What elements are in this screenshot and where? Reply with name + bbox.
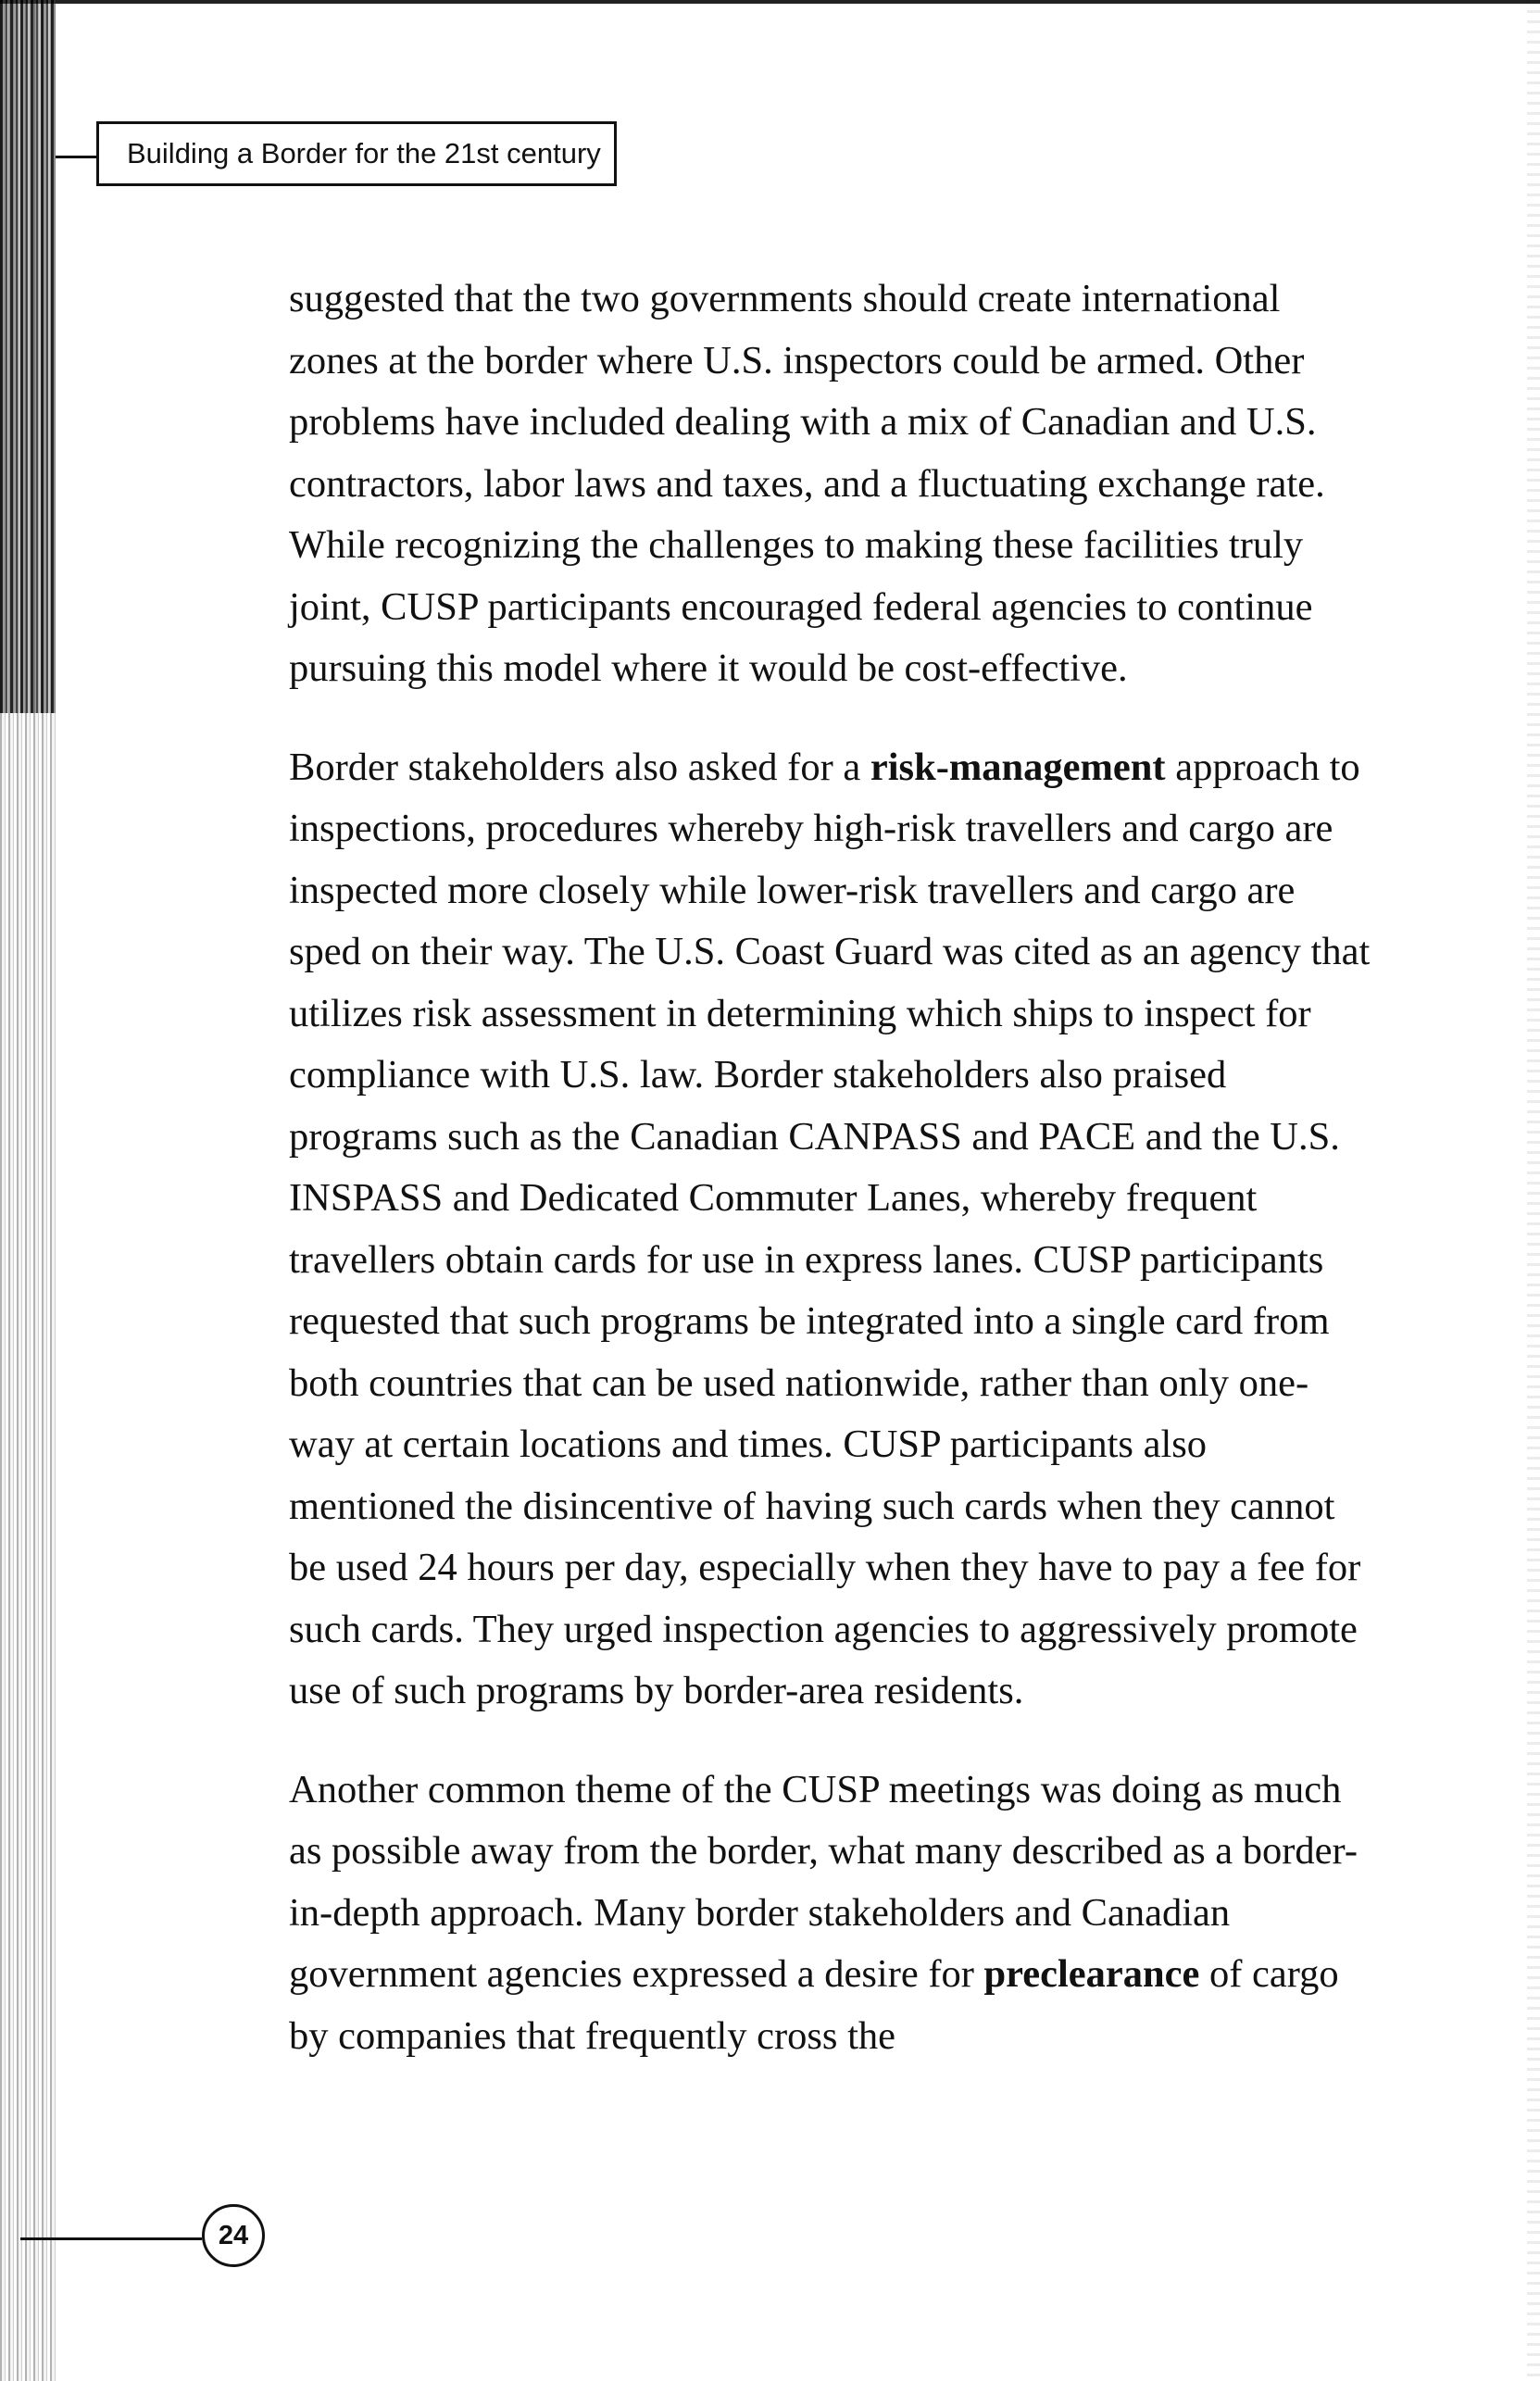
paragraph-3-text-start: Another common theme of the CUSP meetings was doing as much as possible away from the border, what many described as a border-in-depth approach. Many border stakeholders and Canadian government agencies expressed a desire for <box>289 1767 1358 1996</box>
scan-binding-shadow <box>0 0 56 713</box>
term-risk-management: risk-management <box>870 745 1166 789</box>
scan-right-edge <box>1527 0 1540 2381</box>
paragraph-3 <box>289 1760 1372 2068</box>
page-number: 24 <box>218 2220 249 2250</box>
page-number-badge <box>202 2204 265 2267</box>
paragraph-1 <box>289 269 1372 700</box>
paragraph-3-text-end: of cargo by companies that frequently cross the <box>289 1952 1339 2058</box>
paragraph-2-text-end: approach to inspections, procedures whereby high-risk travellers and cargo are inspected more closely while lower-risk travellers and cargo are sped on their way. The U.S. Coast Guard was cited as an agency that utilizes risk assessment in determining which ships to inspect for compliance with U.S. law. Border stakeholders also praised programs such as the Canadian CANPASS and PACE and the U.S. INSPASS and Dedicated Commuter Lanes, whereby frequent travellers obtain cards for use in express lanes. CUSP participants requested that such programs be integrated into a single card from both countries that can be used nationwide, rather than only one-way at certain locations and times. CUSP participants also mentioned the disincentive of having such cards when they cannot be used 24 hours per day, especially when they have to pay a fee for such cards. They urged inspection agencies to aggressively promote use of such programs by border-area residents. <box>289 745 1371 1712</box>
running-title: Building a Border for the 21st century <box>127 137 601 169</box>
term-preclearance: preclearance <box>983 1952 1200 1996</box>
top-edge-rule <box>0 0 1540 4</box>
header-rule <box>56 156 96 158</box>
paragraph-2-text-start: Border stakeholders also asked for a <box>289 745 870 789</box>
paragraph-1-text: suggested that the two governments should create international zones at the border where U.S. inspectors could be armed. Other problems have included dealing with a mix of Canadian and U.S. contractors, labor laws and taxes, and a fluctuating exchange rate. While recognizing the challenges to making these facilities truly joint, CUSP participants encouraged federal agencies to continue pursuing this model where it would be cost-effective. <box>289 277 1325 690</box>
footer-rule <box>20 2237 202 2240</box>
running-header <box>96 121 617 186</box>
body-text <box>289 269 1372 2104</box>
paragraph-2 <box>289 737 1372 1723</box>
